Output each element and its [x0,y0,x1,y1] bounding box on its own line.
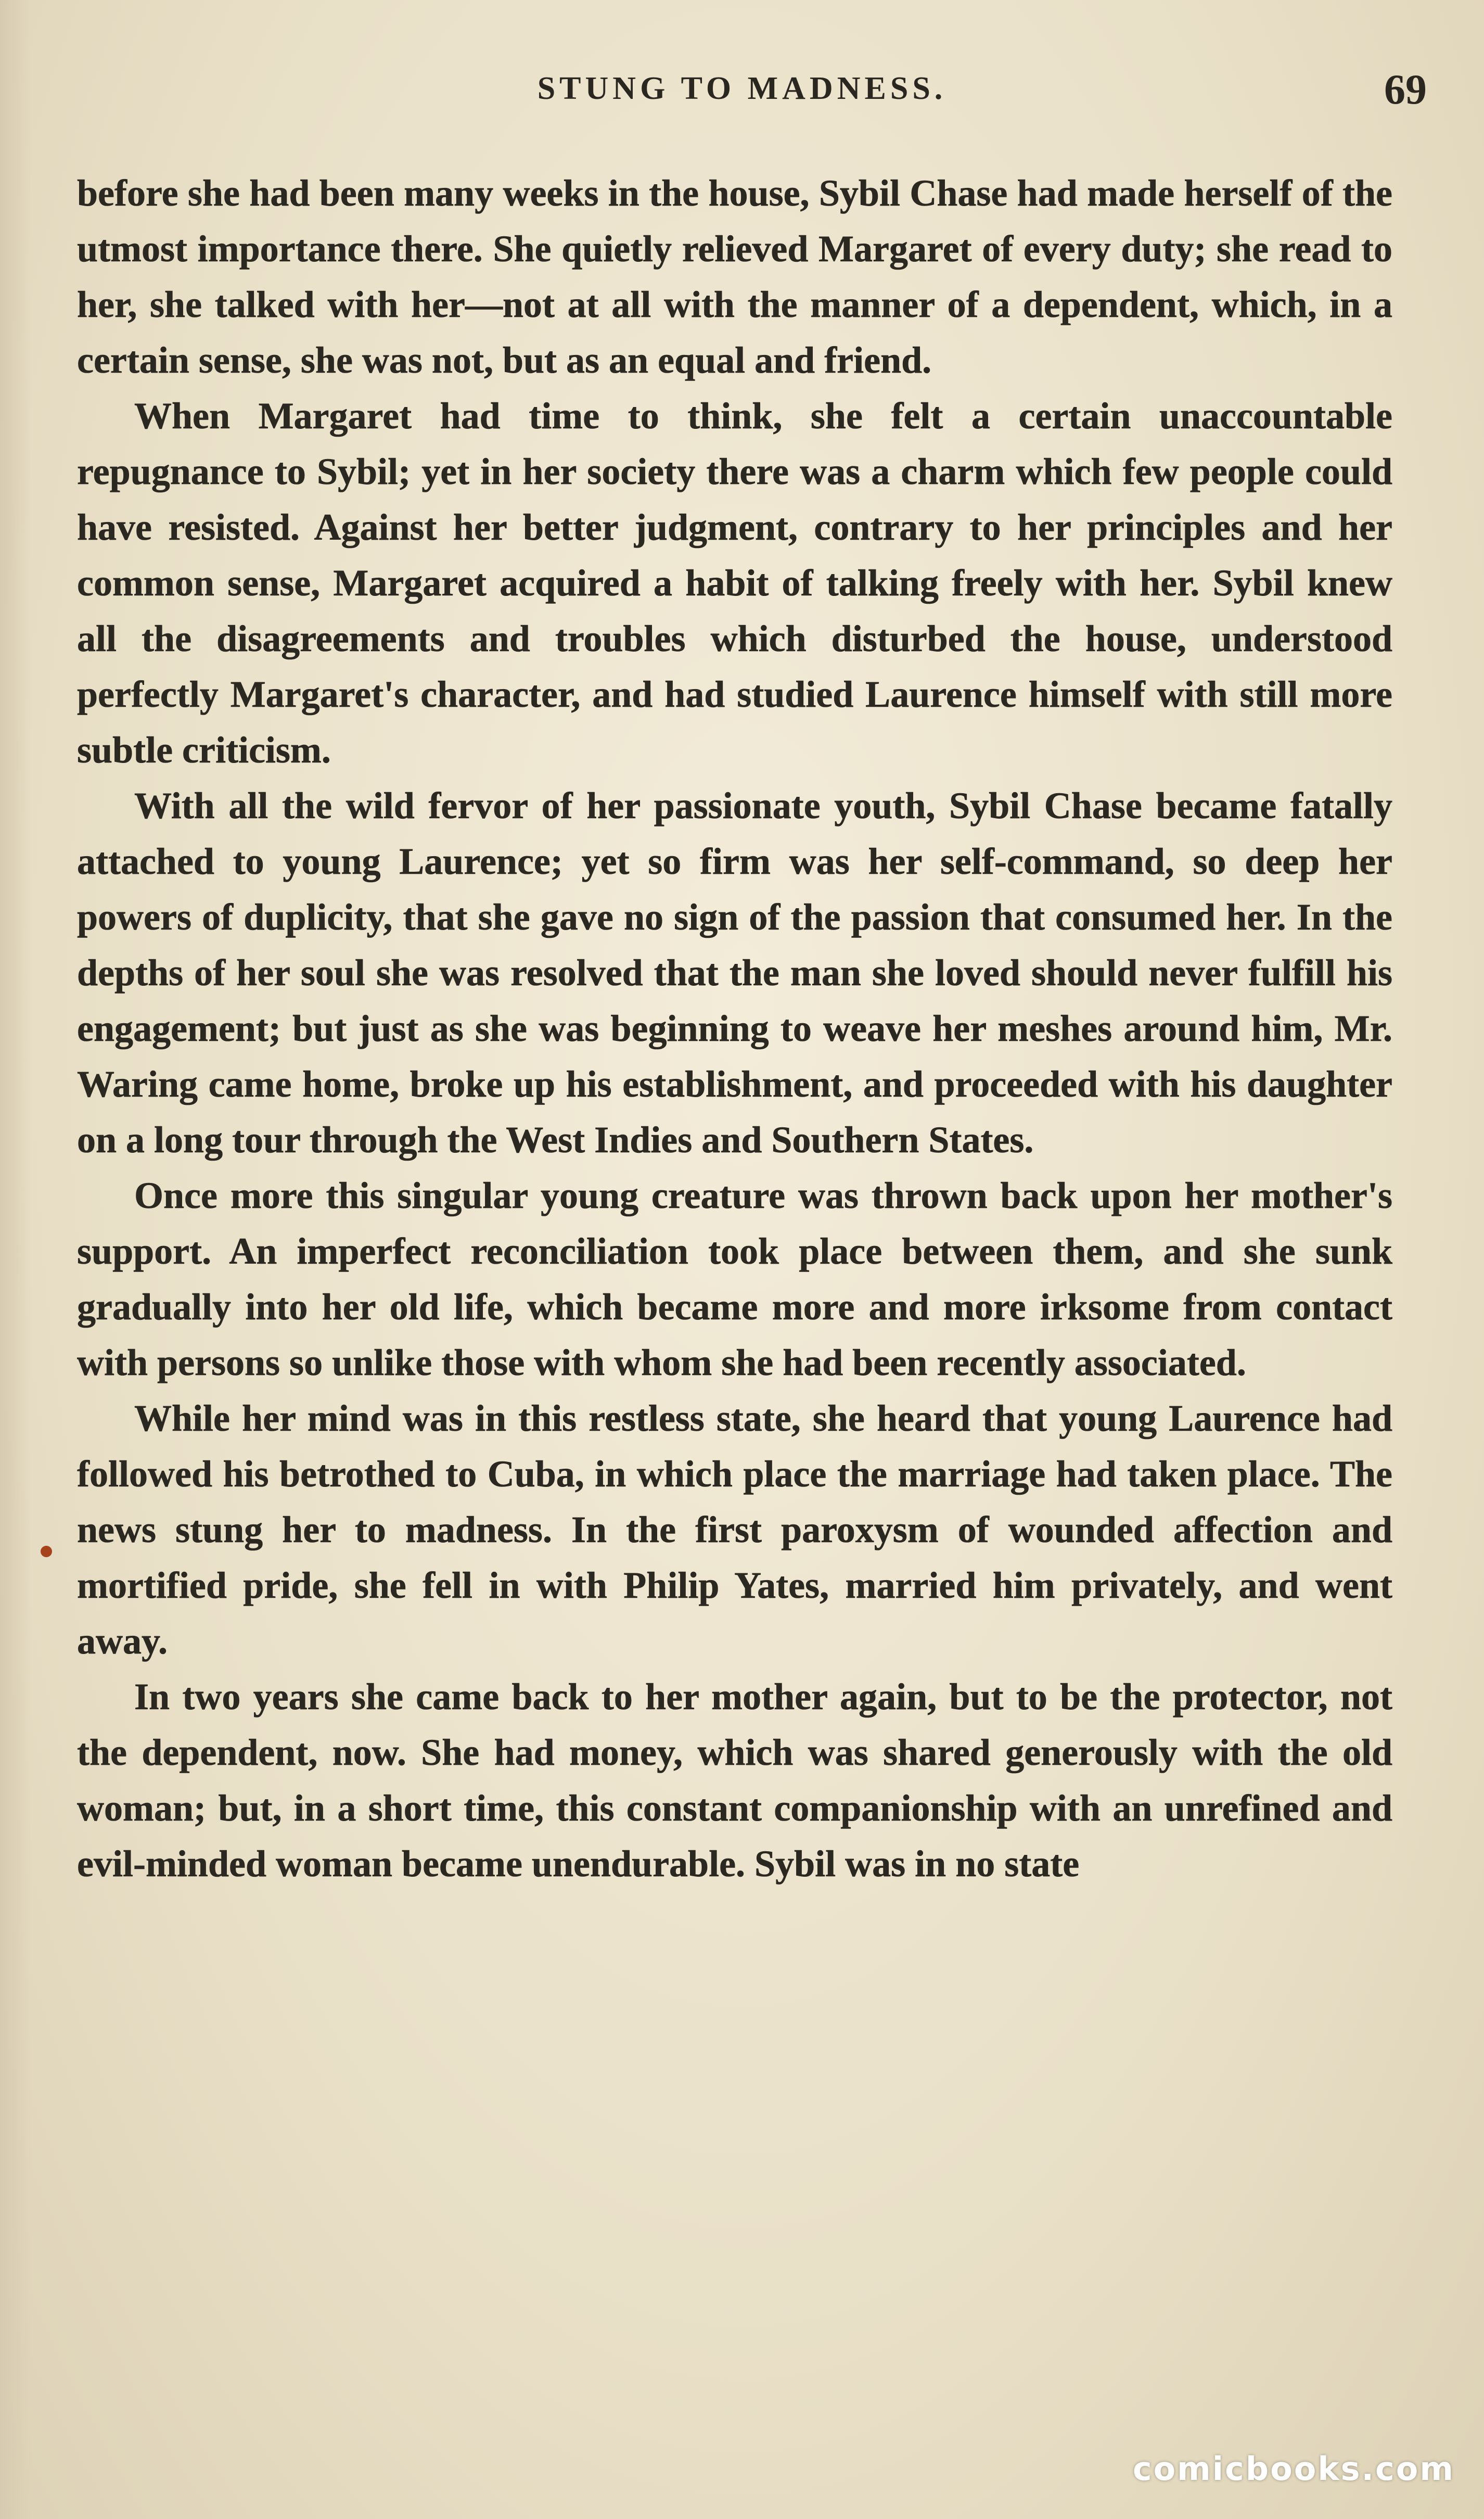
paragraph-5: While her mind was in this restless state, she heard that young Laurence had followed his betrothed to Cuba, in which place the marriage had taken place. The news stung her to madness. In the first paroxysm of wounded affection and mortified pride, she fell in with Philip Yates, married him privately, and went away. [77,1397,1392,1662]
paragraph-6: In two years she came back to her mother again, but to be the protector, not the dependent, now. She had money, which was shared generously with the old woman; but, in a short time, this constant companionship with an unrefined and evil-minded woman became unendurable. Sybil was in no state [77,1676,1392,1885]
paragraph-3: With all the wild fervor of her passionate youth, Sybil Chase became fatally attached to young Laurence; yet so firm was her self-command, so deep her powers of duplicity, that she gave no sign of the passion that consumed her. In the depths of her soul she was resolved that the man she loved should never fulfill his engagement; but just as she was beginning to weave her meshes around him, Mr. Waring came home, broke up his establishment, and proceeded with his daughter on a long tour through the West Indies and Southern States. [77,785,1392,1161]
running-head: STUNG TO MADNESS. [537,71,947,106]
binding-shadow [0,0,31,2519]
paragraph-4: Once more this singular young creature was thrown back upon her mother's support. An imperfect reconciliation took place between them, and she sunk gradually into her old life, which became more and more irksome from contact with persons so unlike those with whom she had been recently associated. [77,1175,1392,1383]
page-number: 69 [1384,66,1427,113]
watermark: comicbooks.com [1132,2450,1455,2488]
paragraph-1: before she had been many weeks in the house, Sybil Chase had made herself of the utmost importance there. She quietly relieved Margaret of every duty; she read to her, she talked with her—not at all with the manner of a dependent, which, in a certain sense, she was not, but as an equal and friend. [77,172,1392,381]
page-header [78,60,1427,117]
body-text [77,166,1392,1892]
ink-spot [41,1546,52,1557]
paragraph-2: When Margaret had time to think, she felt a certain unaccountable repugnance to Sybil; yet in her society there was a charm which few people could have resisted. Against her better judgment, contrary to her principles and her common sense, Margaret acquired a habit of talking freely with her. Sybil knew all the disagreements and troubles which disturbed the house, understood perfectly Margaret's character, and had studied Laurence himself with still more subtle criticism. [77,395,1392,771]
